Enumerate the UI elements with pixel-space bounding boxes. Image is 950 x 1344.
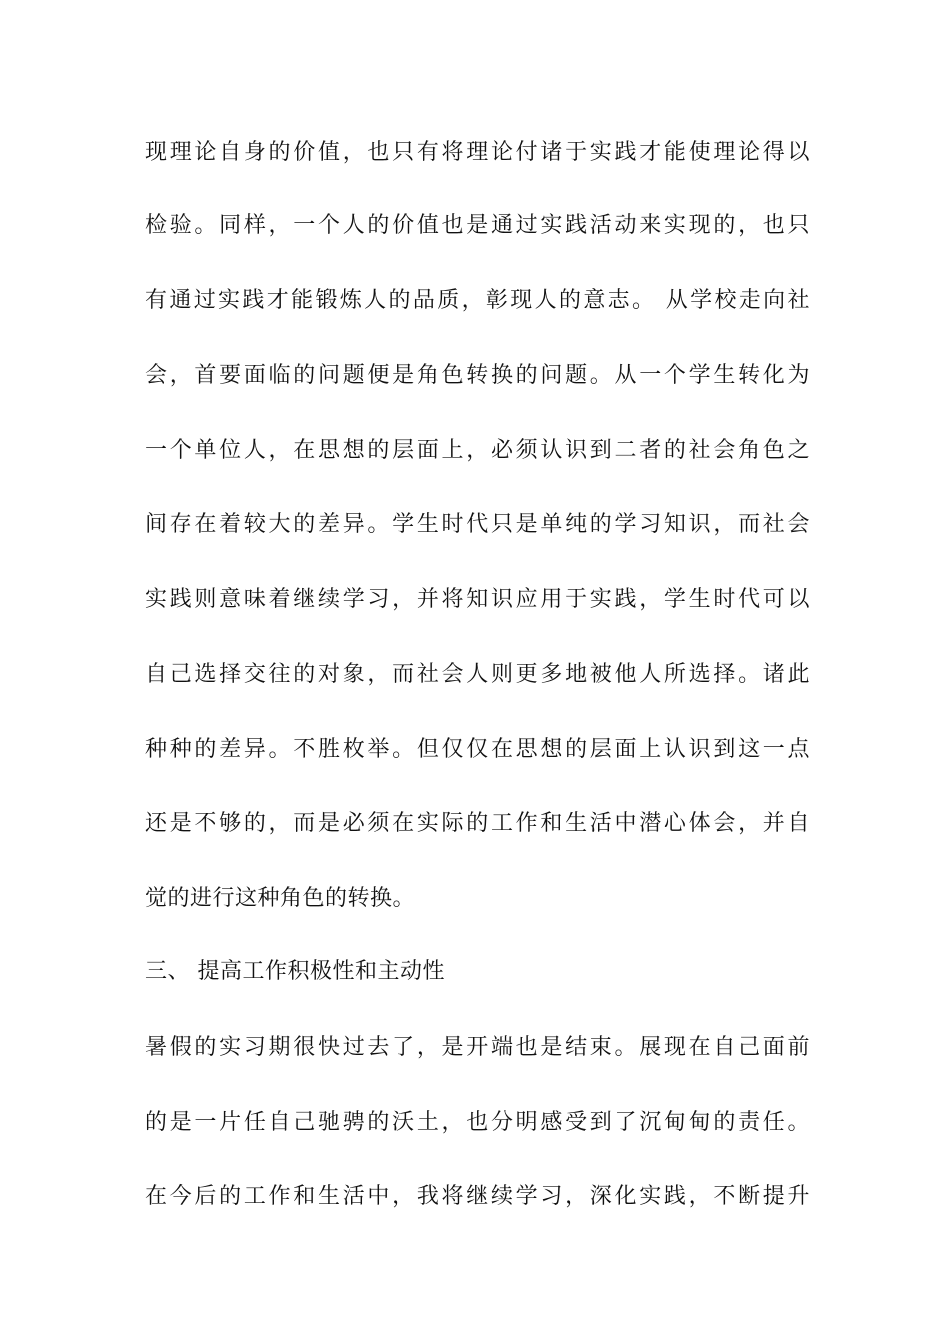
paragraph-line: 实践则意味着继续学习，并将知识应用于实践，学生时代可以	[145, 587, 810, 612]
paragraph-line: 种种的差异。不胜枚举。但仅仅在思想的层面上认识到这一点	[145, 737, 810, 762]
paragraph-line: 有通过实践才能锻炼人的品质，彰现人的意志。 从学校走向社	[145, 288, 810, 313]
paragraph-line: 觉的进行这种角色的转换。	[145, 886, 416, 911]
paragraph-line: 还是不够的，而是必须在实际的工作和生活中潜心体会，并自	[145, 811, 810, 836]
paragraph-line: 检验。同样，一个人的价值也是通过实践活动来实现的，也只	[145, 213, 810, 238]
paragraph-line: 会，首要面临的问题便是角色转换的问题。从一个学生转化为	[145, 363, 810, 388]
paragraph-line: 现理论自身的价值，也只有将理论付诸于实践才能使理论得以	[145, 140, 810, 165]
paragraph-line: 的是一片任自己驰骋的沃土，也分明感受到了沉甸甸的责任。	[145, 1110, 810, 1135]
paragraph-line: 一个单位人，在思想的层面上，必须认识到二者的社会角色之	[145, 438, 810, 463]
paragraph-line: 在今后的工作和生活中，我将继续学习，深化实践，不断提升	[145, 1184, 810, 1209]
paragraph-line: 暑假的实习期很快过去了，是开端也是结束。展现在自己面前	[145, 1035, 810, 1060]
paragraph-line: 自己选择交往的对象，而社会人则更多地被他人所选择。诸此	[145, 662, 810, 687]
paragraph-line: 间存在着较大的差异。学生时代只是单纯的学习知识，而社会	[145, 512, 810, 537]
section-heading: 三、 提高工作积极性和主动性	[145, 959, 445, 984]
